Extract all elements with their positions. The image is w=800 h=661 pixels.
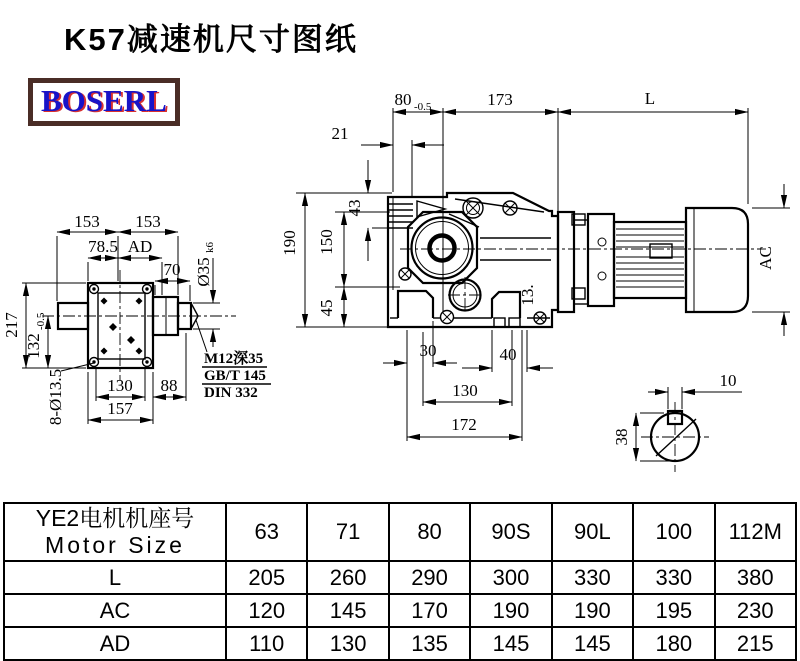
cell-AC-71: 145 [307, 594, 388, 627]
col-112M: 112M [715, 503, 796, 561]
cell-AC-100: 195 [633, 594, 714, 627]
cell-L-63: 205 [226, 561, 307, 594]
front-view-dimension-text [280, 89, 775, 434]
dim-21: 21 [331, 124, 349, 143]
table-header-row [4, 503, 796, 561]
boserl-logo-text: BOSERL [41, 83, 167, 118]
table-row-L [4, 561, 796, 594]
holes-label: 8-Ø13.5 [46, 368, 65, 426]
page-title: K57减速机尺寸图纸 [64, 22, 358, 57]
shaft-section-view [612, 371, 742, 472]
front-view-dimension-lines [296, 108, 790, 441]
shaft-tolerance-label: k6 [204, 242, 216, 253]
row-label-AD: AD [4, 627, 226, 660]
dim-88: 88 [160, 376, 178, 395]
col-90S: 90S [470, 503, 551, 561]
row-label-L: L [4, 561, 226, 594]
side-view [2, 212, 271, 425]
dim-153-left: 153 [74, 212, 100, 231]
header-line-cn: YE2电机机座号 [35, 504, 195, 531]
dim-45: 45 [317, 299, 336, 317]
row-label-AC: AC [4, 594, 226, 627]
dim-ad: AD [127, 237, 153, 256]
dim-130: 130 [107, 376, 133, 395]
cell-AC-112M: 230 [715, 594, 796, 627]
motor [558, 208, 748, 312]
front-view-body [388, 193, 558, 327]
dim-L: L [644, 89, 656, 108]
dim-217: 217 [2, 312, 21, 338]
dim-AC: AC [756, 246, 775, 270]
motor-size-table [3, 502, 797, 661]
dim-130-front: 130 [452, 381, 478, 400]
table-row-AC [4, 594, 796, 627]
note-gbt: GB/T 145 [204, 368, 266, 384]
cell-L-100: 330 [633, 561, 714, 594]
dim-150: 150 [317, 229, 336, 255]
dim-173: 173 [487, 90, 513, 109]
cell-L-90L: 330 [552, 561, 633, 594]
table-row-AD [4, 627, 796, 660]
dim-78-5: 78.5 [88, 237, 118, 256]
col-63: 63 [226, 503, 307, 561]
cell-L-112M: 380 [715, 561, 796, 594]
cell-L-90S: 300 [470, 561, 551, 594]
table-header-motor-size [4, 503, 226, 561]
cell-AC-90S: 190 [470, 594, 551, 627]
col-100: 100 [633, 503, 714, 561]
note-din: DIN 332 [204, 385, 258, 401]
dim-157: 157 [107, 399, 133, 418]
side-view-dimension-text [2, 212, 266, 425]
cell-AD-112M: 215 [715, 627, 796, 660]
cell-L-71: 260 [307, 561, 388, 594]
cell-AD-90L: 145 [552, 627, 633, 660]
col-90L: 90L [552, 503, 633, 561]
note-tap: M12深35 [204, 351, 264, 367]
dim-13: 13. [518, 284, 537, 306]
col-71: 71 [307, 503, 388, 561]
cell-AC-90L: 190 [552, 594, 633, 627]
dim-153-right: 153 [135, 212, 161, 231]
side-view-body [58, 283, 198, 368]
shaft-diameter-label: Ø35 [194, 257, 213, 287]
dim-40: 40 [499, 345, 517, 364]
shaft-section-dimensions [612, 371, 742, 461]
cell-AD-71: 130 [307, 627, 388, 660]
dim-80: 80 [394, 90, 412, 109]
cell-AD-63: 110 [226, 627, 307, 660]
dim-38: 38 [612, 428, 631, 446]
dim-132-tolerance: -0.5 [35, 312, 47, 330]
cell-L-80: 290 [389, 561, 470, 594]
cell-AD-100: 180 [633, 627, 714, 660]
header-line-en: Motor Size [45, 532, 185, 558]
dim-30: 30 [419, 341, 437, 360]
dim-80-tolerance: -0.5 [414, 101, 432, 113]
dim-132: 132 [24, 333, 43, 359]
dim-43: 43 [345, 199, 364, 217]
cell-AD-80: 135 [389, 627, 470, 660]
dim-190: 190 [280, 230, 299, 256]
side-view-bolt-holes [90, 285, 152, 367]
dim-172: 172 [451, 415, 477, 434]
cell-AC-63: 120 [226, 594, 307, 627]
col-80: 80 [389, 503, 470, 561]
cell-AC-80: 170 [389, 594, 470, 627]
front-view [280, 89, 790, 441]
dim-70: 70 [163, 260, 181, 279]
cell-AD-90S: 145 [470, 627, 551, 660]
dim-10: 10 [719, 371, 737, 390]
